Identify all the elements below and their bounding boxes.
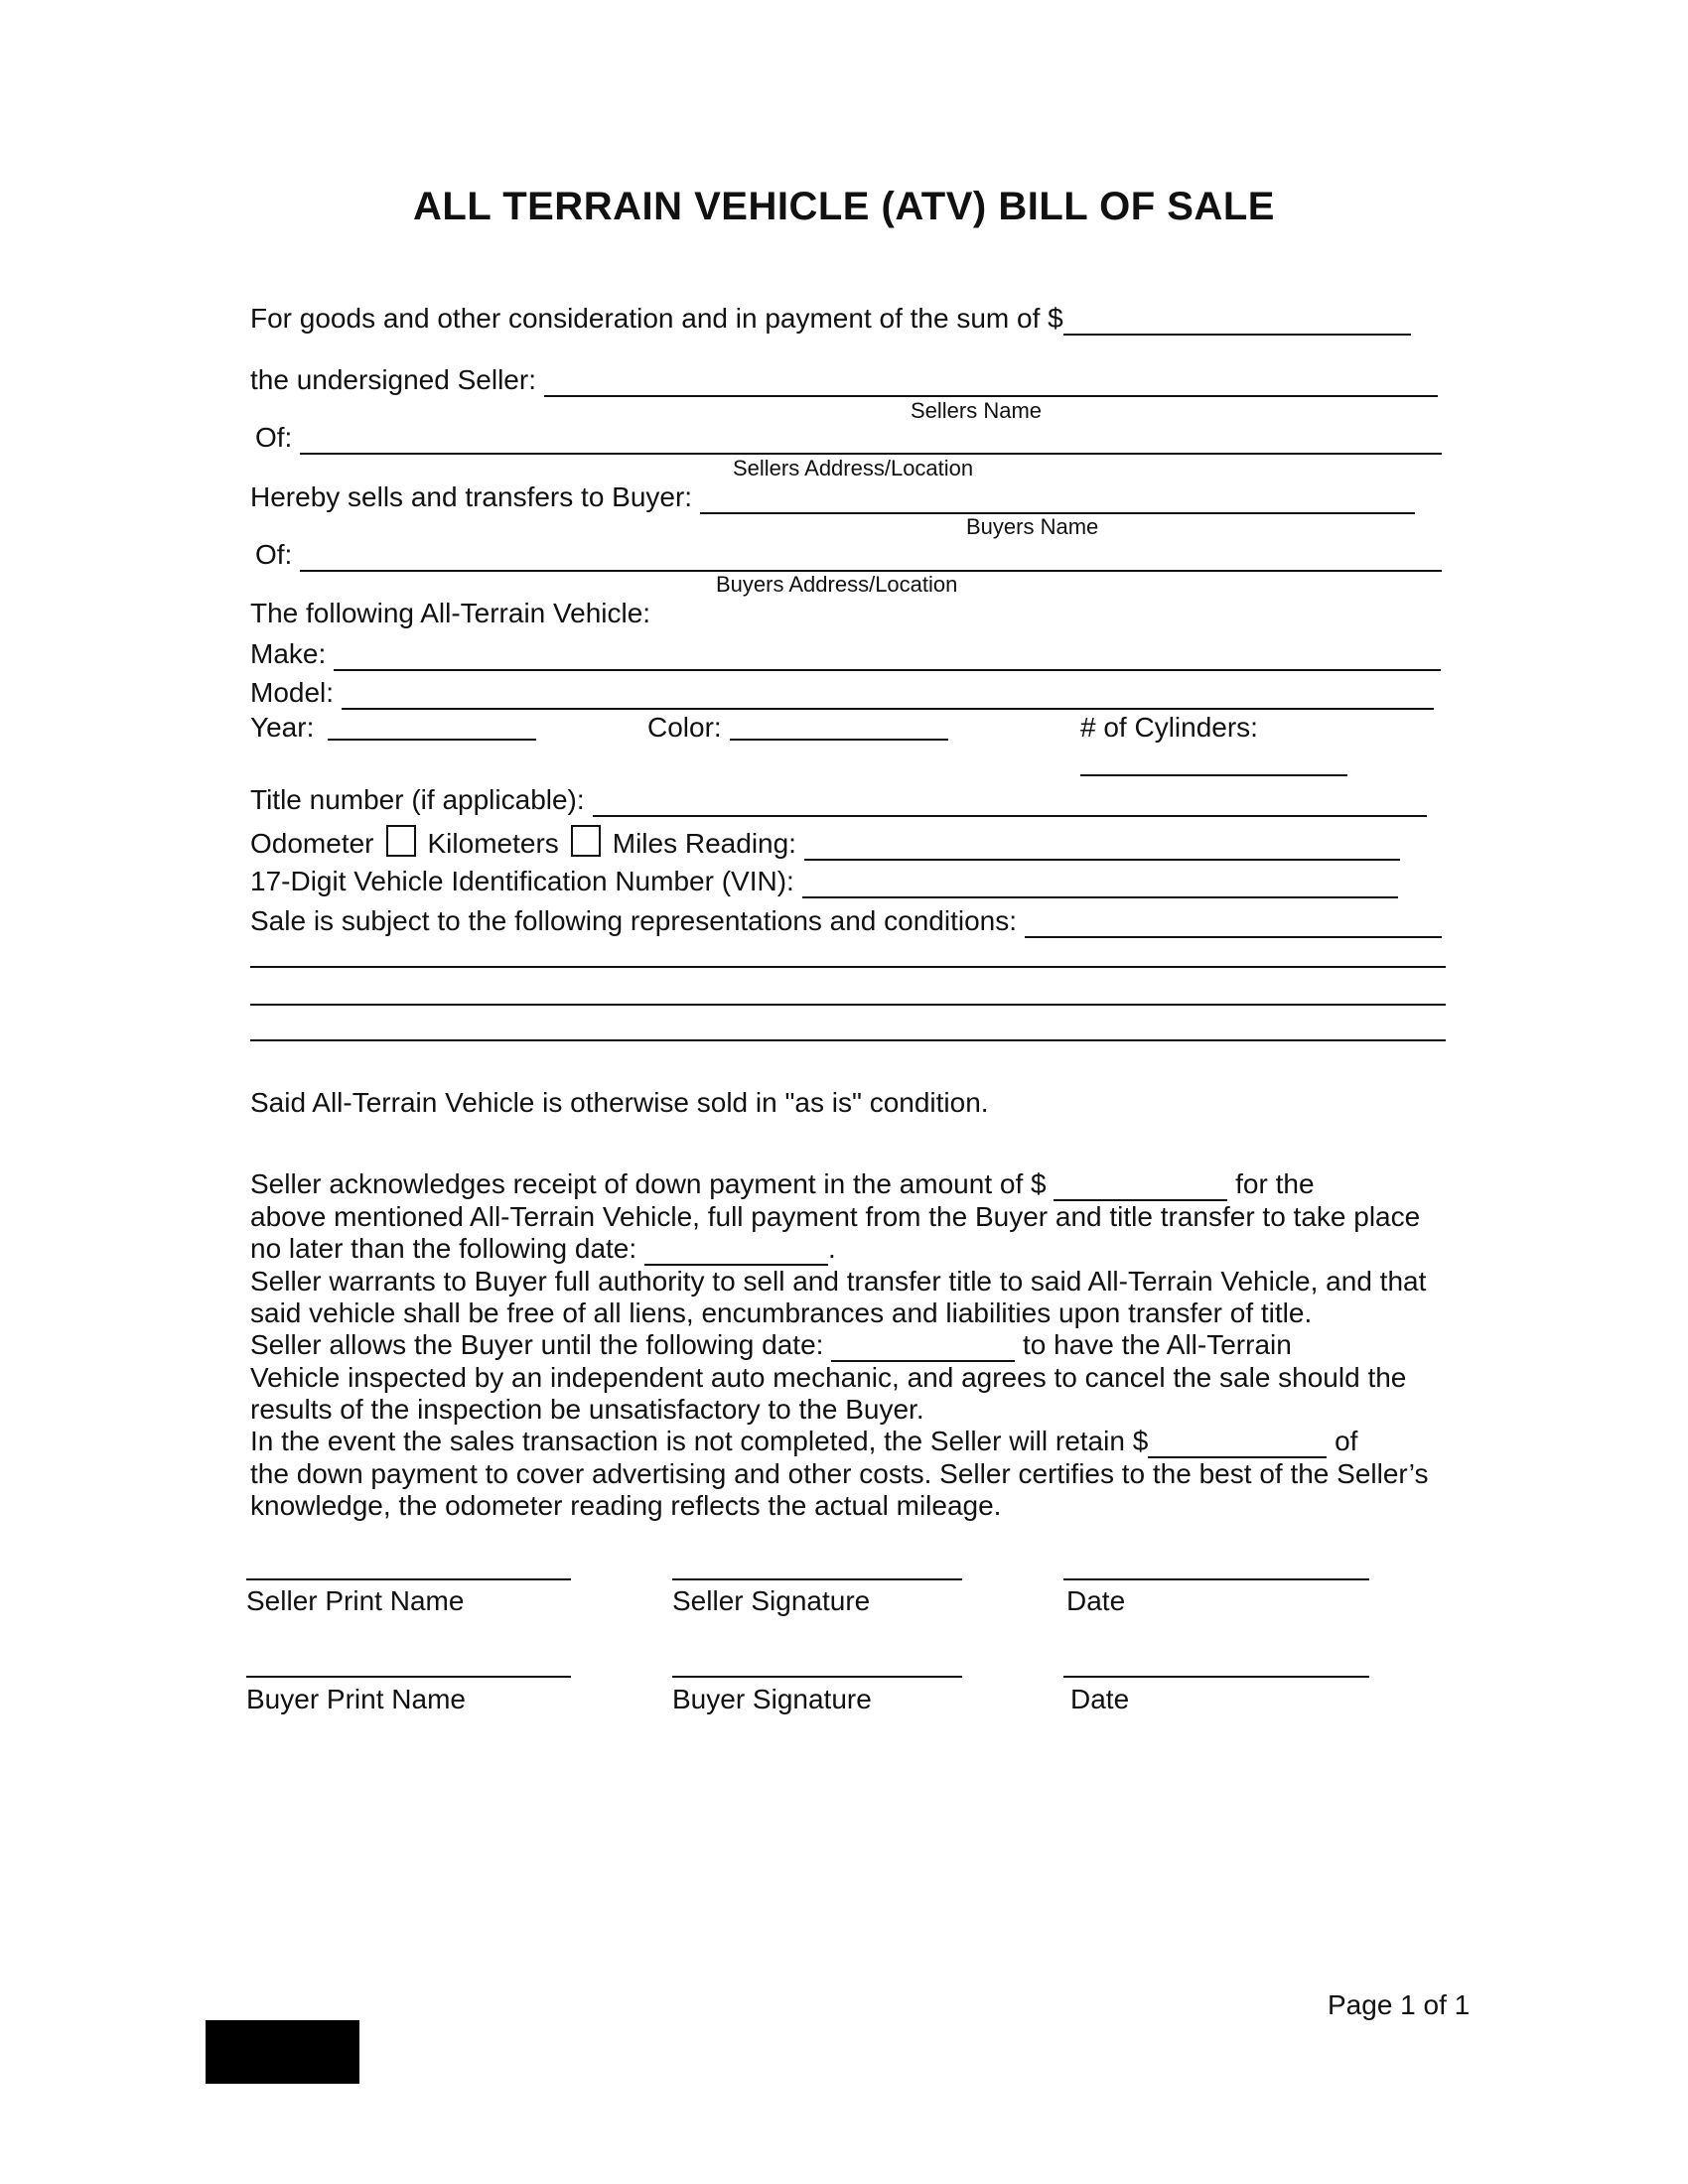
terms-line-6: Seller allows the Buyer until the following date: to have the All-Terrain (250, 1329, 1292, 1360)
terms-line-11: knowledge, the odometer reading reflects the actual mileage. (250, 1490, 1002, 1521)
seller-address-row (255, 421, 1442, 455)
as-is-clause: Said All-Terrain Vehicle is otherwise sold in "as is" condition. (250, 1087, 989, 1118)
miles-reading-label: Miles Reading: (612, 828, 796, 859)
page-indicator: Page 1 of 1 (1328, 1989, 1471, 2020)
buyer-date-label: Date (1070, 1684, 1130, 1714)
odometer-label: Odometer (250, 828, 374, 859)
odometer-reading-blank[interactable] (804, 829, 1400, 861)
buyer-signature-label: Buyer Signature (672, 1684, 872, 1714)
color-label: Color: (647, 712, 722, 743)
vin-row (250, 865, 1398, 898)
conditions-row (250, 904, 1442, 938)
conditions-blank-3[interactable] (250, 1004, 1446, 1006)
buyer-date-line[interactable] (1063, 1676, 1369, 1678)
conditions-blank-2[interactable] (250, 966, 1446, 968)
seller-date-label: Date (1066, 1585, 1126, 1616)
title-number-row (250, 783, 1427, 817)
vehicle-section-intro: The following All-Terrain Vehicle: (250, 598, 651, 628)
model-blank[interactable] (342, 678, 1434, 710)
terms-line-8: results of the inspection be unsatisfactory to the Buyer. (250, 1394, 924, 1425)
payment-sum-blank[interactable] (1063, 304, 1411, 336)
buyer-address-caption: Buyers Address/Location (716, 572, 958, 597)
kilometers-label: Kilometers (427, 828, 559, 859)
kilometers-checkbox[interactable] (386, 825, 416, 857)
conditions-blank-4[interactable] (250, 1039, 1446, 1041)
terms-line-3: no later than the following date: . (250, 1233, 836, 1264)
title-number-blank[interactable] (593, 785, 1427, 817)
buyer-name-row (250, 480, 1415, 514)
inspection-date-blank[interactable] (831, 1330, 1015, 1362)
seller-name-caption: Sellers Name (911, 398, 1043, 423)
buyer-print-name-label: Buyer Print Name (246, 1684, 466, 1714)
buyer-signature-line[interactable] (672, 1676, 962, 1678)
buyer-name-label: Hereby sells and transfers to Buyer: (250, 481, 693, 512)
cylinders-label: # of Cylinders: (1080, 712, 1258, 743)
seller-date-line[interactable] (1063, 1578, 1369, 1580)
terms-line-4: Seller warrants to Buyer full authority to sell and transfer title to said All-Terrain Vehicle, and that (250, 1266, 1427, 1297)
seller-address-blank[interactable] (300, 423, 1442, 455)
buyer-address-row (255, 538, 1442, 572)
terms-paragraphs (250, 1168, 1472, 1522)
make-row (250, 637, 1441, 671)
seller-print-name-line[interactable] (246, 1578, 571, 1580)
seller-name-row (250, 363, 1438, 397)
seller-address-of-label: Of: (255, 422, 293, 453)
cylinders-blank[interactable] (1080, 774, 1347, 776)
seller-print-name-label: Seller Print Name (246, 1585, 465, 1616)
buyer-print-name-line[interactable] (246, 1676, 571, 1678)
down-payment-amount-blank[interactable] (1054, 1169, 1227, 1201)
retained-amount-blank[interactable] (1148, 1427, 1327, 1458)
year-label: Year: (250, 712, 315, 743)
terms-line-9: In the event the sales transaction is not completed, the Seller will retain $ of (250, 1426, 1358, 1456)
buyer-name-caption: Buyers Name (966, 514, 1099, 539)
vin-blank[interactable] (802, 867, 1398, 898)
terms-line-10: the down payment to cover advertising and other costs. Seller certifies to the best of the Seller’s (250, 1458, 1429, 1489)
color-blank[interactable] (730, 709, 948, 741)
terms-line-7: Vehicle inspected by an independent auto mechanic, and agrees to cancel the sale should the (250, 1362, 1407, 1393)
year-blank[interactable] (328, 709, 536, 741)
full-payment-date-blank[interactable] (644, 1234, 828, 1266)
buyer-name-blank[interactable] (700, 482, 1415, 514)
buyer-address-of-label: Of: (255, 539, 293, 570)
title-number-label: Title number (if applicable): (250, 784, 585, 815)
model-label: Model: (250, 677, 335, 708)
make-label: Make: (250, 638, 327, 669)
terms-line-1: Seller acknowledges receipt of down payment in the amount of $ for the (250, 1168, 1315, 1199)
terms-line-5: said vehicle shall be free of all liens, encumbrances and liabilities upon transfer of title. (250, 1297, 1313, 1328)
document-title: ALL TERRAIN VEHICLE (ATV) BILL OF SALE (413, 185, 1275, 228)
model-row (250, 676, 1434, 710)
payment-sum-label: For goods and other consideration and in payment of the sum of $ (250, 303, 1063, 334)
conditions-label: Sale is subject to the following representations and conditions: (250, 905, 1018, 936)
miles-checkbox[interactable] (571, 825, 601, 857)
vin-label: 17-Digit Vehicle Identification Number (VIN): (250, 866, 794, 896)
terms-line-2: above mentioned All-Terrain Vehicle, full payment from the Buyer and title transfer to take place (250, 1201, 1421, 1232)
seller-name-blank[interactable] (544, 365, 1438, 397)
seller-signature-line[interactable] (672, 1578, 962, 1580)
payment-sum-row (250, 302, 1411, 336)
redacted-stamp (206, 2020, 359, 2084)
seller-signature-label: Seller Signature (672, 1585, 871, 1616)
conditions-blank-1[interactable] (1025, 906, 1442, 938)
make-blank[interactable] (334, 639, 1441, 671)
seller-name-label: the undersigned Seller: (250, 364, 536, 395)
buyer-address-blank[interactable] (300, 540, 1442, 572)
odometer-row (250, 825, 1400, 861)
seller-address-caption: Sellers Address/Location (733, 456, 974, 480)
